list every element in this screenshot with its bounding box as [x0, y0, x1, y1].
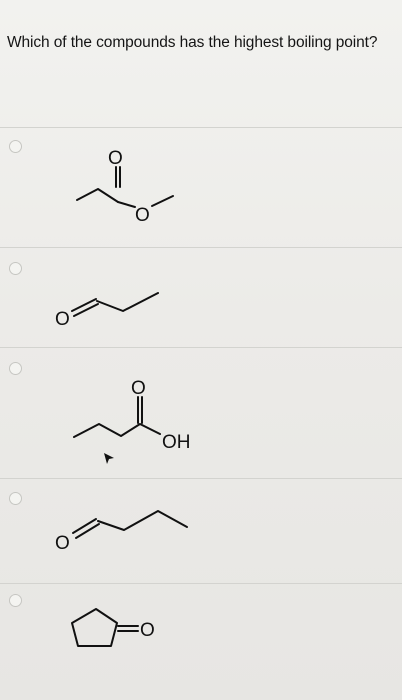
option-c[interactable] [0, 347, 402, 478]
option-a[interactable] [0, 127, 402, 247]
molecule-butanoic-acid [0, 347, 402, 478]
molecule-cyclopentanone [0, 583, 402, 700]
molecule-propanal [0, 247, 402, 347]
option-d[interactable] [0, 478, 402, 583]
atom-label-o: O [108, 148, 123, 169]
atom-label-o: O [135, 205, 150, 226]
molecule-butanal [0, 478, 402, 583]
option-b[interactable] [0, 247, 402, 347]
atom-label-o: O [55, 309, 70, 330]
molecule-ester [0, 127, 402, 247]
atom-label-o: O [140, 620, 155, 641]
atom-label-o: O [131, 378, 146, 399]
option-e[interactable] [0, 583, 402, 700]
question-text: Which of the compounds has the highest boiling point? [7, 34, 378, 51]
atom-label-oh: OH [162, 432, 191, 453]
atom-label-o: O [55, 533, 70, 554]
mouse-cursor-icon [102, 452, 116, 466]
